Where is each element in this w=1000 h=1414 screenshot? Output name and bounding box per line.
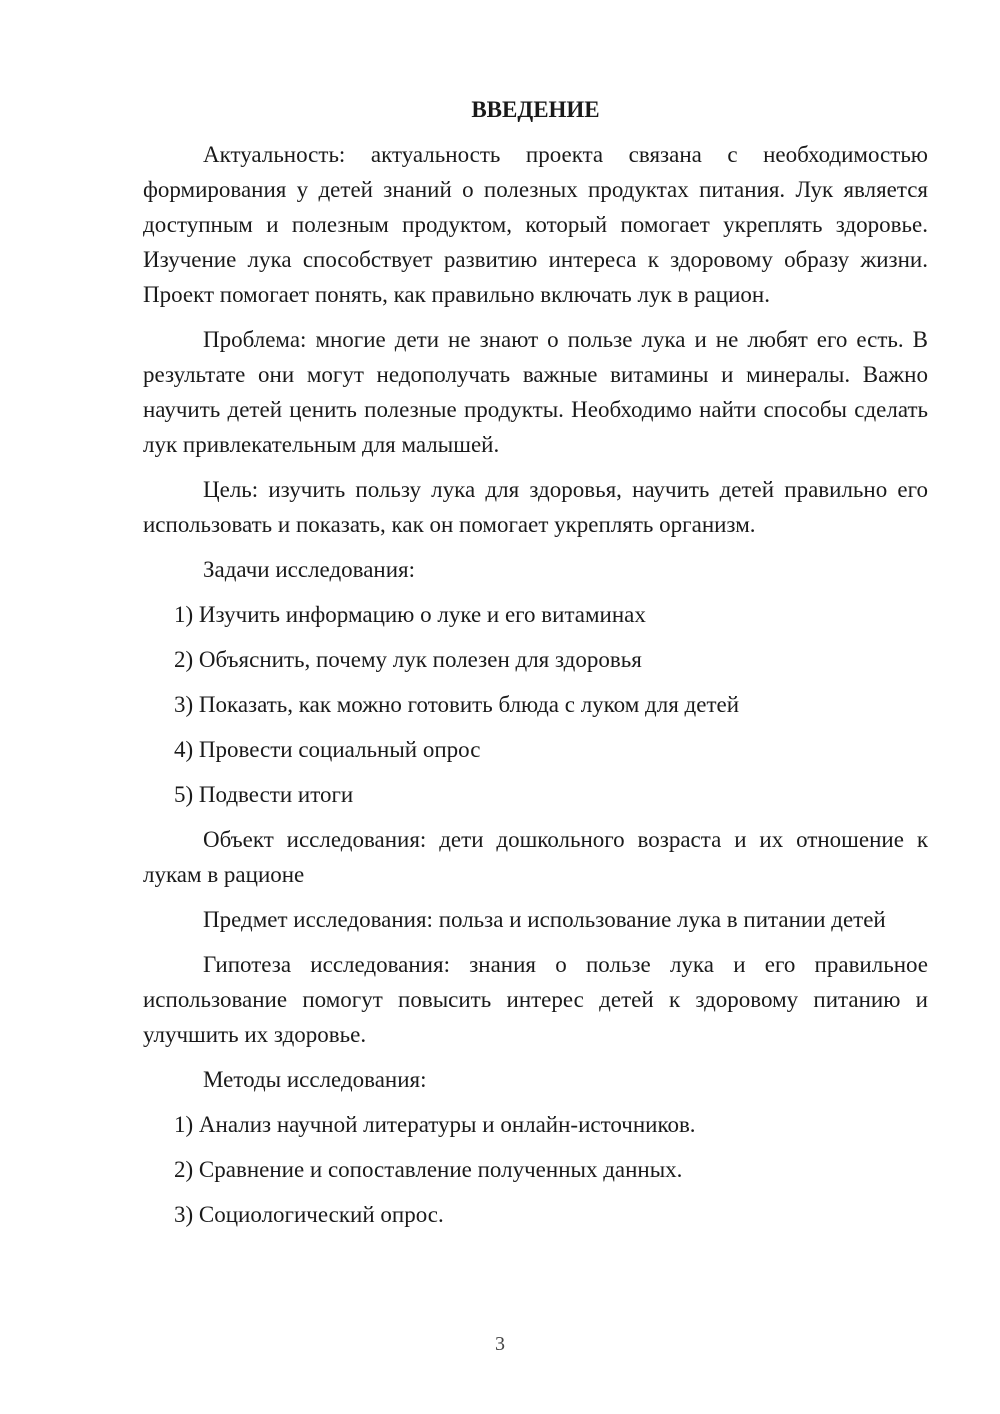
- method-item: 1) Анализ научной литературы и онлайн-источников.: [174, 1112, 696, 1137]
- subject-paragraph: Предмет исследования: польза и использование лука в питании детей: [203, 907, 886, 932]
- task-item: 5) Подвести итоги: [174, 782, 354, 807]
- task-item: 3) Показать, как можно готовить блюда с луком для детей: [174, 692, 740, 717]
- relevance-paragraph: Актуальность: актуальность проекта связана с необходимостью формирования у детей знаний о полезных продуктах питания. Лук является доступным и полезным продуктом, который помогает укреплять здоровье. Изучение лука способствует развитию интереса к здоровому образу жизни. Проект помогает понять, как правильно включать лук в рацион.: [143, 142, 928, 307]
- task-item: 2) Объяснить, почему лук полезен для здоровья: [174, 647, 642, 672]
- tasks-label: Задачи исследования:: [203, 557, 416, 582]
- page-number: 3: [495, 1333, 505, 1355]
- methods-label: Методы исследования:: [203, 1067, 427, 1092]
- hypothesis-paragraph: Гипотеза исследования: знания о пользе лука и его правильное использование помогут повысить интерес детей к здоровому питанию и улучшить их здоровье.: [143, 952, 928, 1047]
- problem-paragraph: Проблема: многие дети не знают о пользе лука и не любят его есть. В результате они могут недополучать важные витамины и минералы. Важно научить детей ценить полезные продукты. Необходимо найти способы сделать лук привлекательным для малышей.: [143, 327, 928, 457]
- method-item: 2) Сравнение и сопоставление полученных данных.: [174, 1157, 683, 1182]
- goal-paragraph: Цель: изучить пользу лука для здоровья, научить детей правильно его использовать и показать, как он помогает укреплять организм.: [143, 477, 928, 537]
- page-content: [143, 92, 928, 1242]
- section-heading: ВВЕДЕНИЕ: [471, 97, 600, 122]
- method-item: 3) Социологический опрос.: [174, 1202, 444, 1227]
- object-paragraph: Объект исследования: дети дошкольного возраста и их отношение к лукам в рационе: [143, 827, 928, 887]
- task-item: 4) Провести социальный опрос: [174, 737, 481, 762]
- task-item: 1) Изучить информацию о луке и его витаминах: [174, 602, 646, 627]
